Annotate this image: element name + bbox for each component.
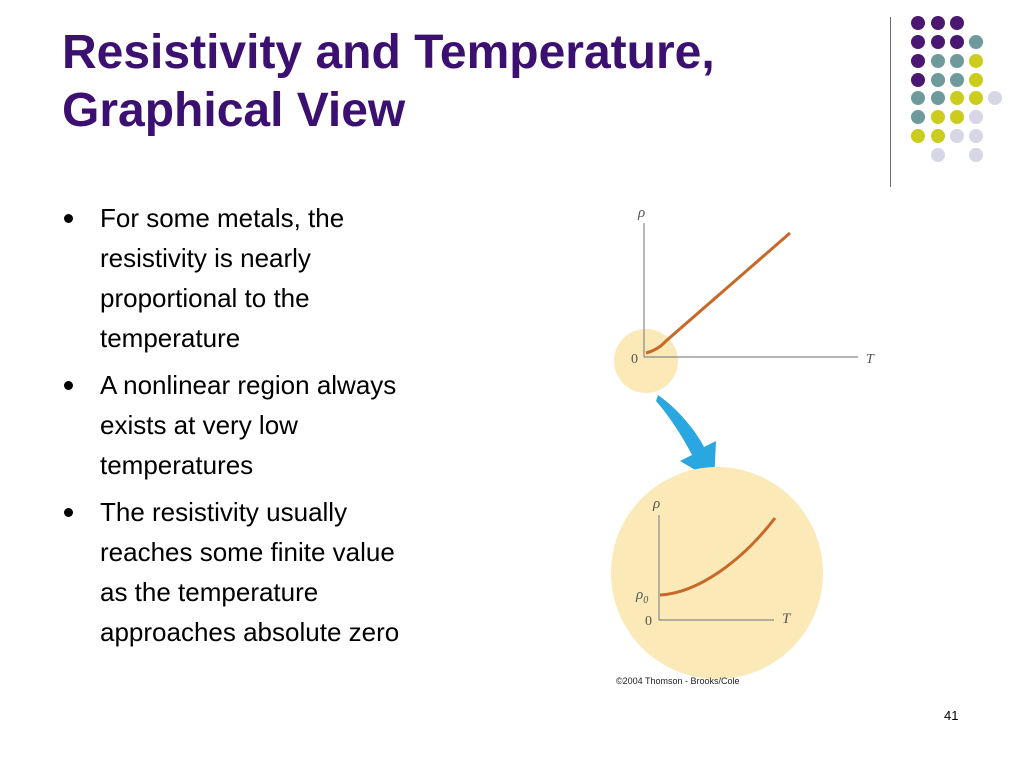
deco-dot (988, 91, 1002, 105)
deco-dot (911, 73, 925, 87)
title-line-1: Resistivity and Temperature, (62, 26, 715, 79)
deco-dot (950, 129, 964, 143)
deco-dot (911, 129, 925, 143)
bullet-item (62, 365, 502, 485)
deco-dot (911, 16, 925, 30)
deco-dot (969, 148, 983, 162)
deco-dot (931, 91, 945, 105)
deco-dot (950, 110, 964, 124)
deco-dot (950, 73, 964, 87)
deco-dot (931, 54, 945, 68)
deco-dot (911, 35, 925, 49)
rho-zero-symbol: ρ (636, 587, 644, 603)
title-line-2: Graphical View (62, 84, 406, 137)
bullet-list (62, 198, 502, 659)
top-y-axis-label: ρ (638, 205, 646, 221)
bottom-y-axis-label: ρ (653, 496, 661, 512)
figure-svg (600, 195, 890, 695)
deco-dot (911, 110, 925, 124)
deco-dot (950, 16, 964, 30)
bullet-marker (64, 381, 73, 390)
top-resistivity-curve (646, 233, 790, 353)
resistivity-temperature-figure (600, 195, 890, 695)
deco-dot (931, 35, 945, 49)
deco-dot (969, 129, 983, 143)
deco-dot (969, 54, 983, 68)
figure-copyright: ©2004 Thomson - Brooks/Cole (616, 676, 740, 686)
bullet-item (62, 198, 502, 358)
bottom-x-axis-label: T (782, 611, 791, 627)
bullet-line: temperatures (100, 450, 254, 480)
deco-dot (931, 16, 945, 30)
deco-dot (969, 73, 983, 87)
deco-dot (931, 129, 945, 143)
top-x-axis-label: T (866, 352, 874, 367)
bullet-line: For some metals, the (100, 203, 345, 233)
deco-dot (950, 54, 964, 68)
bullet-marker (64, 508, 73, 517)
deco-dot (950, 91, 964, 105)
decorative-divider-line (890, 17, 891, 187)
deco-dot (911, 91, 925, 105)
bullet-line: temperature (100, 323, 241, 353)
top-origin-label: 0 (631, 352, 638, 367)
page-number: 41 (944, 708, 959, 723)
deco-dot (969, 91, 983, 105)
decorative-dot-grid (0, 0, 1024, 200)
bullet-line: as the temperature (100, 577, 319, 607)
bullet-line: proportional to the (100, 283, 310, 313)
bottom-origin-label: 0 (645, 614, 652, 629)
deco-dot (931, 110, 945, 124)
deco-dot (969, 110, 983, 124)
deco-dot (950, 35, 964, 49)
bullet-line: approaches absolute zero (100, 617, 400, 647)
bullet-line: reaches some finite value (100, 537, 395, 567)
bullet-line: A nonlinear region always (100, 370, 397, 400)
bullet-marker (64, 214, 73, 223)
bullet-line: resistivity is nearly (100, 243, 311, 273)
deco-dot (931, 148, 945, 162)
rho-zero-subscript: 0 (643, 595, 649, 606)
deco-dot (911, 54, 925, 68)
bullet-line: exists at very low (100, 410, 298, 440)
bullet-line: The resistivity usually (100, 497, 348, 527)
deco-dot (931, 73, 945, 87)
bullet-item (62, 492, 502, 652)
deco-dot (969, 35, 983, 49)
